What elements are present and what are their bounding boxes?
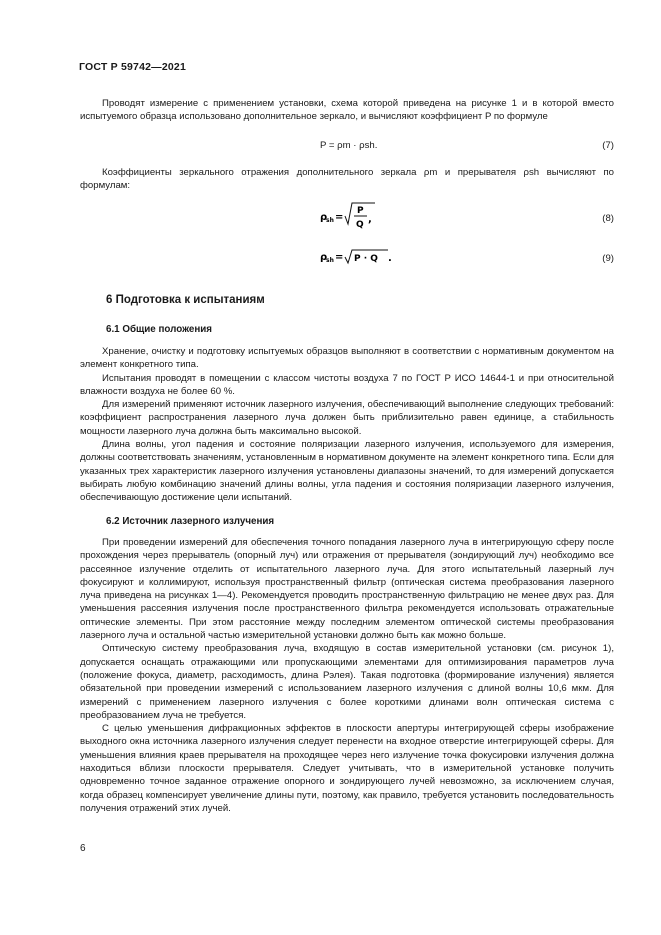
svg-text:sh: sh: [326, 257, 334, 264]
formula-8-line: [80, 200, 614, 234]
intro-block-2: [80, 166, 614, 193]
formula-7: P = ρm · ρsh.: [320, 140, 378, 151]
section-6-1-body: [80, 345, 614, 505]
svg-text:sh: sh: [326, 217, 334, 224]
equation-number-7: (7): [602, 140, 614, 151]
s62-paragraph-1: При проведении измерений для обеспечения точного попадания лазерного луча в интегрирующую сферу после прохождения через прерыватель (опорный луч) или отражения от прерывателя (зондирующий луч) необходимо все рассеянное излучение отделить от испытательного лазерного луча. Для этого испытательный лазерный луч фокусируют и коллимируют, используя пространственный фильтр (оптическая система преобразования лазерного луча приведена на рисунках 1—4). Рекомендуется проводить пространственную фильтрацию не менее двух раз. Для уменьшения рассеяния излучения после пространственного фильтра рекомендуется использовать отражательные оптические элементы. При этом расстояние между последним элементом оптической системы преобразования лазерного луча и остальной частью измерительной установки должно быть как можно больше.: [80, 537, 614, 642]
formula-7-line: [80, 140, 614, 158]
s61-paragraph-3: Для измерений применяют источник лазерного излучения, обеспечивающий выполнение следующих требований: коэффициент распространения лазерного луча должен быть приблизительно равен единице, а стабильность мощности лазерного луча должна быть максимально высокой.: [80, 399, 614, 437]
svg-text:=: =: [335, 212, 344, 223]
s61-paragraph-4: Длина волны, угол падения и состояние поляризации лазерного излучения, используемого для измерения, должны соответствовать значениям, установленным в нормативном документе на элемент конкретного типа. Если для указанных трех характеристик лазерного излучения установлены диапазоны значений, то для измерений допускается выбирать любую комбинацию значений длины волны, угла падения и состояния поляризации лазерного излучения, обеспечивающую достижение цели испытаний.: [80, 439, 614, 504]
page-number: 6: [80, 843, 86, 854]
formula-9-line: [80, 248, 614, 268]
svg-text:,: ,: [368, 214, 372, 225]
formula-9-image: [320, 248, 410, 268]
s62-paragraph-3: С целью уменьшения дифракционных эффектов в плоскости апертуры интегрирующей сферы изображение выходного окна источника лазерного излучения следует перенести на входное отверстие интегрирующей сферы. Для уменьшения влияния краев прерывателя на проходящее через него излучение точка фокусировки излучения должна находиться вблизи плоскости прерывателя. Следует учитывать, что в измерительной установке получить одновременно точное заданное отражение опорного и зондирующего лучей невозможно, за исключением случая, когда образец компенсирует увеличение длины пути, поэтому, как правило, требуется установить последовательность получения отражений этих лучей.: [80, 723, 614, 814]
svg-text:Q: Q: [356, 220, 364, 230]
equation-number-9: (9): [602, 253, 614, 264]
svg-text:.: .: [388, 253, 392, 264]
intro-block: [80, 97, 614, 124]
intro-paragraph-1: Проводят измерение с применением установки, схема которой приведена на рисунке 1 и в которой вместо испытуемого образца использовано дополнительное зеркало, и вычисляют коэффициент P по формуле: [80, 98, 614, 123]
svg-text:P · Q: P · Q: [354, 254, 378, 264]
subsection-6-2-title: 6.2 Источник лазерного излучения: [106, 516, 275, 527]
formula-8-image: [320, 200, 390, 234]
svg-text:=: =: [335, 252, 344, 263]
s62-paragraph-2: Оптическую систему преобразования луча, входящую в состав измерительной установки (см. рисунок 1), допускается оснащать отражающими или пропускающими элементами для оптимизирования параметров луча (положение фокуса, диаметр, расходимость, длина Рэлея). Такая подготовка (формирование излучения) является обязательной при проведении измерений с использованием лазерного излучения с длиной волны 10,6 мкм. Для измерений с применением лазерного излучения с более короткими длинами волн оптическая система с преобразованием луча не требуется.: [80, 643, 614, 721]
section-6-title: 6 Подготовка к испытаниям: [106, 294, 265, 306]
equation-number-8: (8): [602, 213, 614, 224]
subsection-6-1-title: 6.1 Общие положения: [106, 324, 213, 335]
s61-paragraph-1: Хранение, очистку и подготовку испытуемых образцов выполняют в соответствии с нормативным документом на элемент конкретного типа.: [80, 346, 614, 371]
svg-text:ρ: ρ: [320, 212, 328, 223]
svg-text:ρ: ρ: [320, 252, 328, 263]
section-6-2-body: [80, 536, 614, 815]
document-code-header: ГОСТ Р 59742—2021: [79, 61, 187, 73]
intro-paragraph-2: Коэффициенты зеркального отражения дополнительного зеркала ρm и прерывателя ρsh вычисляют по формулам:: [80, 167, 614, 192]
s61-paragraph-2: Испытания проводят в помещении с классом чистоты воздуха 7 по ГОСТ Р ИСО 14644-1 и при относительной влажности воздуха не более 60 %.: [80, 372, 614, 397]
svg-text:P: P: [357, 206, 364, 216]
